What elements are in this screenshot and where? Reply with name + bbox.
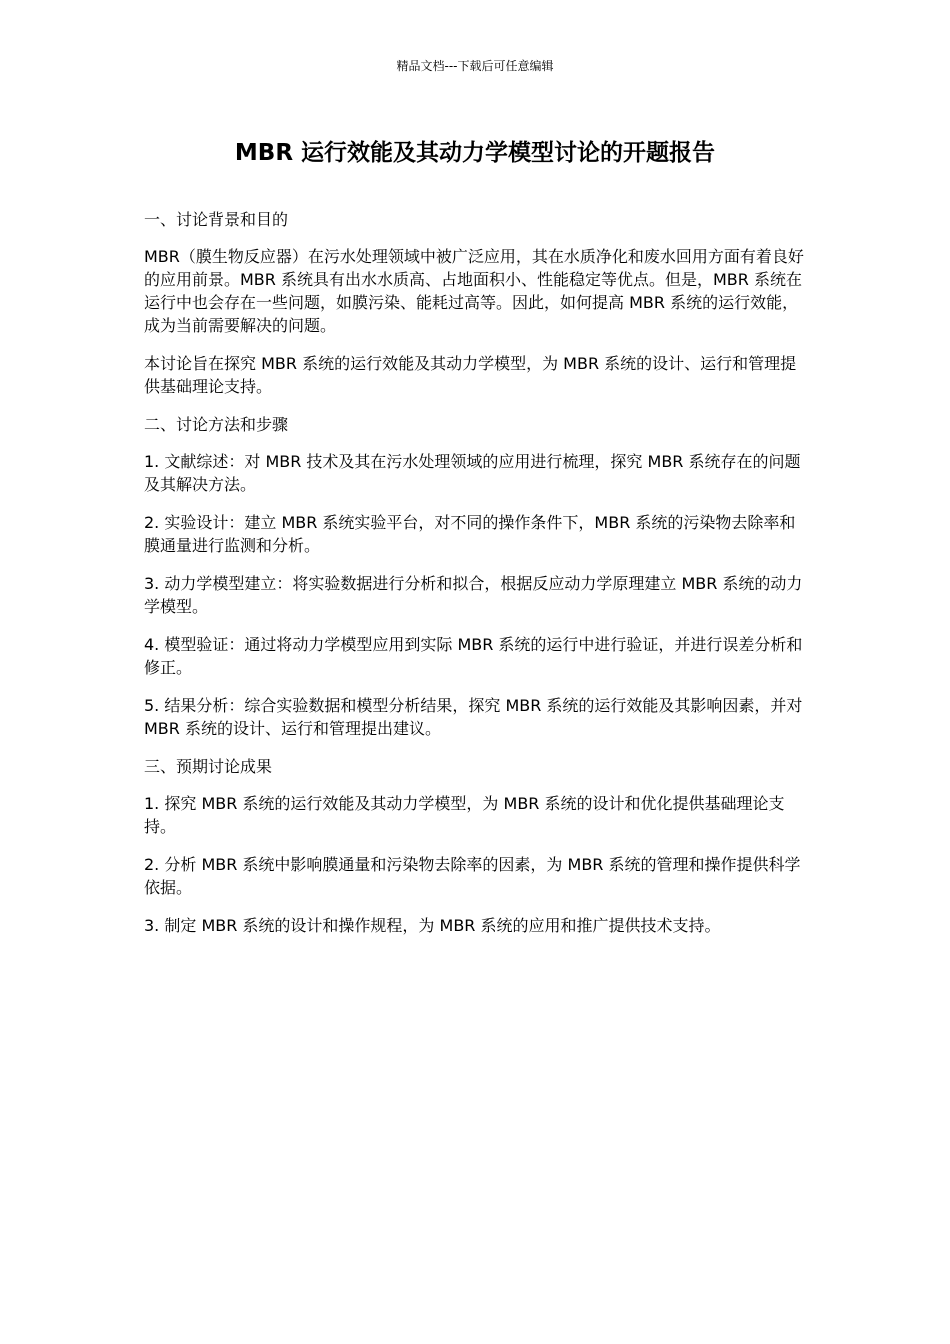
- list-item: 5. 结果分析：综合实验数据和模型分析结果，探究 MBR 系统的运行效能及其影响因素，并对 MBR 系统的设计、运行和管理提出建议。: [144, 696, 803, 738]
- list-item: 3. 制定 MBR 系统的设计和操作规程，为 MBR 系统的应用和推广提供技术支持。: [144, 916, 721, 935]
- paragraph: MBR（膜生物反应器）在污水处理领域中被广泛应用，其在水质净化和废水回用方面有着良好的应用前景。MBR 系统具有出水水质高、占地面积小、性能稳定等优点。但是，MBR 系统在运行中也会存在一些问题，如膜污染、能耗过高等。因此，如何提高 MBR 系统的运行效能，成为当前需要解决的问题。: [144, 247, 804, 335]
- document-title: MBR 运行效能及其动力学模型讨论的开题报告: [234, 140, 716, 166]
- list-item: 1. 文献综述：对 MBR 技术及其在污水处理领域的应用进行梳理，探究 MBR 系统存在的问题及其解决方法。: [144, 452, 801, 494]
- list-item: 4. 模型验证：通过将动力学模型应用到实际 MBR 系统的运行中进行验证，并进行误差分析和修正。: [144, 635, 803, 677]
- section-heading-outcomes: 三、预期讨论成果: [144, 757, 273, 776]
- section-heading-background: 一、讨论背景和目的: [144, 210, 289, 229]
- list-item: 2. 实验设计：建立 MBR 系统实验平台，对不同的操作条件下，MBR 系统的污染物去除率和膜通量进行监测和分析。: [144, 513, 796, 555]
- list-item: 3. 动力学模型建立：将实验数据进行分析和拟合，根据反应动力学原理建立 MBR 系统的动力学模型。: [144, 574, 803, 616]
- list-item: 2. 分析 MBR 系统中影响膜通量和污染物去除率的因素，为 MBR 系统的管理和操作提供科学依据。: [144, 855, 801, 897]
- section-heading-methods: 二、讨论方法和步骤: [144, 415, 289, 434]
- list-item: 1. 探究 MBR 系统的运行效能及其动力学模型，为 MBR 系统的设计和优化提供基础理论支持。: [144, 794, 785, 836]
- document-body: [144, 208, 806, 952]
- header-note: 精品文档---下载后可任意编辑: [396, 59, 554, 73]
- paragraph: 本讨论旨在探究 MBR 系统的运行效能及其动力学模型，为 MBR 系统的设计、运行和管理提供基础理论支持。: [144, 354, 797, 396]
